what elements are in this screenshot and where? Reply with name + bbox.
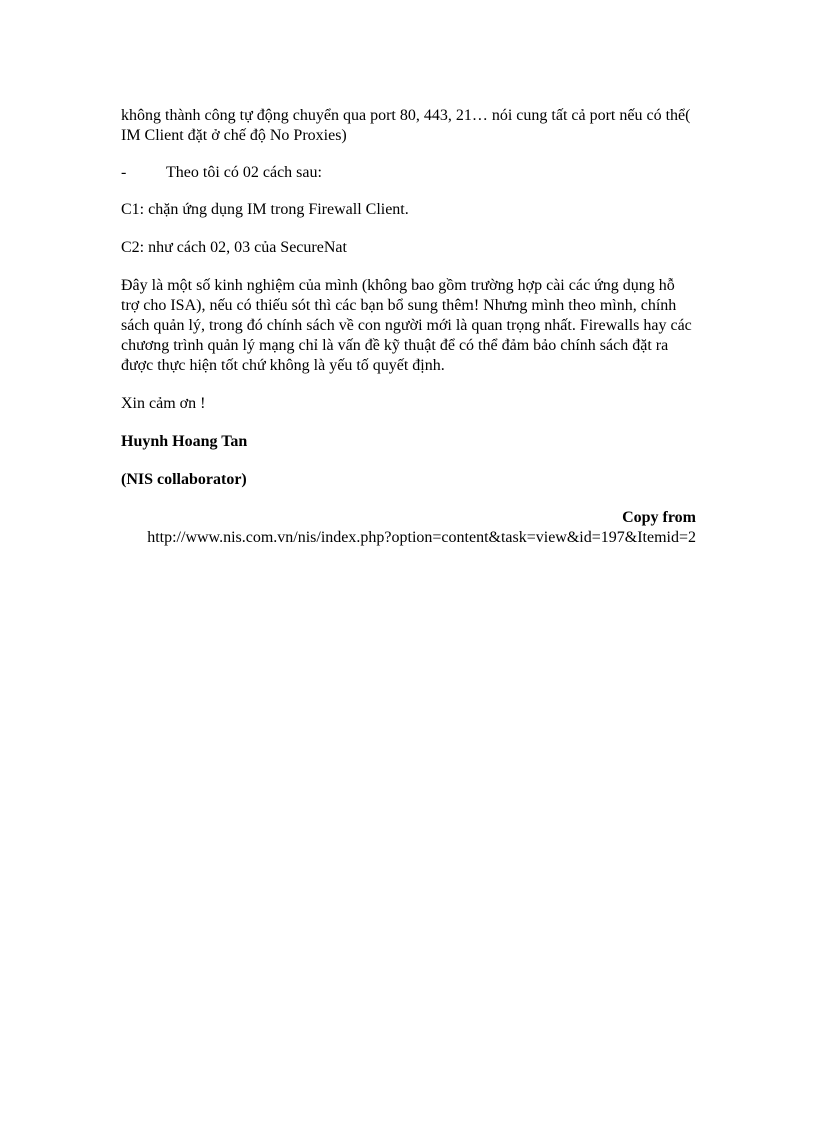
list-bullet: - bbox=[121, 164, 127, 181]
method-c2: C2: như cách 02, 03 của SecureNat bbox=[121, 239, 347, 256]
method-c1: C1: chặn ứng dụng IM trong Firewall Client. bbox=[121, 201, 409, 218]
paragraph-proxy-ports: không thành công tự động chuyển qua port 80, 443, 21… nói cung tất cả port nếu có thể( IM Client đặt ở chế độ No Proxies) bbox=[121, 107, 691, 144]
author-role: (NIS collaborator) bbox=[121, 471, 247, 488]
source-url: http://www.nis.com.vn/nis/index.php?option=content&task=view&id=197&Itemid=2 bbox=[147, 529, 696, 546]
list-item-methods bbox=[121, 164, 696, 182]
copy-from-label: Copy from bbox=[622, 509, 696, 526]
author-name: Huynh Hoang Tan bbox=[121, 433, 248, 450]
list-item-text: Theo tôi có 02 cách sau: bbox=[166, 164, 322, 181]
paragraph-experience: Đây là một số kinh nghiệm của mình (không bao gồm trường hợp cài các ứng dụng hỗ trợ cho ISA), nếu có thiếu sót thì các bạn bổ sung thêm! Nhưng mình theo mình, chính sách quản lý, trong đó chính sách về con người mới là quan trọng nhất. Firewalls hay các chương trình quản lý mạng chỉ là vấn đề kỹ thuật để có thể đảm bảo chính sách đặt ra được thực hiện tốt chứ không là yếu tố quyết định. bbox=[121, 277, 692, 374]
thanks-line: Xin cảm ơn ! bbox=[121, 395, 206, 412]
document-body bbox=[121, 106, 696, 548]
